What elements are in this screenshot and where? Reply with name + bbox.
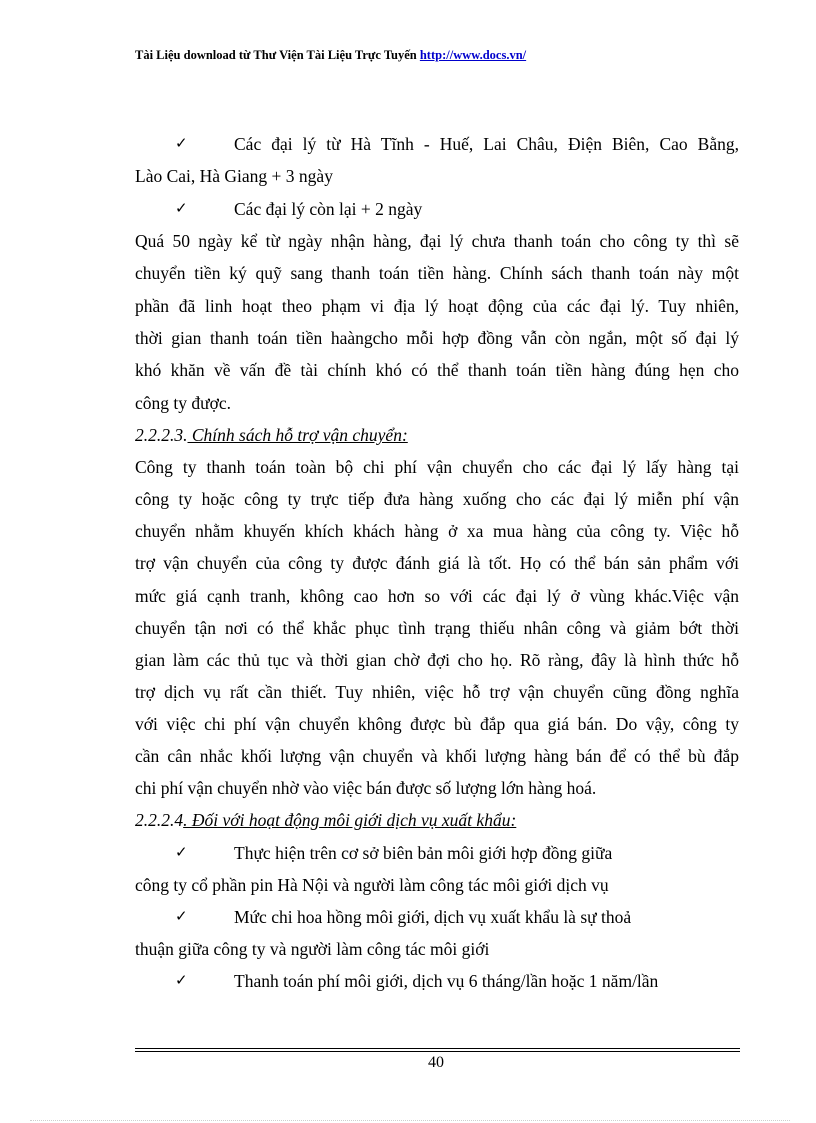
paragraph-line: trợ vận chuyển của công ty được đánh giá là tốt. Họ có thể bán sản phẩm với (135, 553, 739, 573)
section-title: Chính sách hỗ trợ vận chuyển: (187, 425, 408, 445)
paragraph-line: mức giá cạnh tranh, không cao hơn so với các đại lý ở vùng khác.Việc vận (135, 586, 739, 606)
paragraph-line: chuyển nhằm khuyến khích khách hàng ở xa mua hàng của công ty. Việc hỗ (135, 521, 739, 541)
check-mark-icon: ✓ (175, 907, 188, 925)
bullet-text-continued: Lào Cai, Hà Giang + 3 ngày (135, 166, 333, 186)
footer-rule (135, 1048, 740, 1049)
page-edge-divider (30, 1120, 790, 1121)
bullet-text-continued: thuận giữa công ty và người làm công tác môi giới (135, 939, 490, 959)
check-mark-icon: ✓ (175, 843, 188, 861)
paragraph-line: khó khăn về vấn đề tài chính khó có thể thanh toán tiền hàng đúng hẹn cho (135, 360, 739, 380)
section-title: . Đối với hoạt động môi giới dịch vụ xuất khẩu: (183, 810, 517, 830)
footer-rule (135, 1051, 740, 1052)
header-text: Tài Liệu download từ Thư Viện Tài Liệu Trực Tuyến (135, 48, 420, 62)
paragraph-line: chi phí vận chuyển nhờ vào việc bán được số lượng lớn hàng hoá. (135, 778, 597, 798)
section-number: 2.2.2.3. (135, 425, 188, 445)
paragraph-line: với việc chi phí vận chuyển không được bù đắp qua giá bán. Do vậy, công ty (135, 714, 739, 734)
paragraph-line: gian làm các thủ tục và thời gian chờ đợi cho họ. Rõ ràng, đây là hình thức hỗ (135, 650, 739, 670)
section-heading (135, 425, 739, 445)
paragraph-line: công ty hoặc công ty trực tiếp đưa hàng xuống cho các đại lý miễn phí vận (135, 489, 739, 509)
check-mark-icon: ✓ (175, 971, 188, 989)
paragraph-line: Quá 50 ngày kể từ ngày nhận hàng, đại lý chưa thanh toán cho công ty thì sẽ (135, 231, 739, 251)
paragraph-line: thời gian thanh toán tiền haàngcho mỗi hợp đồng vẫn còn ngắn, một số đại lý (135, 328, 739, 348)
bullet-text: Thanh toán phí môi giới, dịch vụ 6 tháng/lần hoặc 1 năm/lần (234, 971, 659, 991)
bullet-text: Thực hiện trên cơ sở biên bản môi giới hợp đồng giữa (234, 843, 613, 863)
bullet-text-continued: công ty cổ phần pin Hà Nội và người làm công tác môi giới dịch vụ (135, 875, 609, 895)
paragraph-line: trợ dịch vụ rất cần thiết. Tuy nhiên, việc hỗ trợ vận chuyển cũng đồng nghĩa (135, 682, 739, 702)
paragraph-line: chuyển tiền ký quỹ sang thanh toán tiền hàng. Chính sách thanh toán này một (135, 263, 739, 283)
paragraph-line: Công ty thanh toán toàn bộ chi phí vận chuyển cho các đại lý lấy hàng tại (135, 457, 739, 477)
section-heading (135, 810, 739, 830)
bullet-text: Các đại lý từ Hà Tĩnh - Huế, Lai Châu, Điện Biên, Cao Bằng, (234, 134, 739, 154)
page-header (135, 48, 526, 63)
paragraph-line: chuyển tận nơi có thể khắc phục tình trạng thiếu nhân công và giảm bớt thời (135, 618, 739, 638)
page-number: 40 (428, 1054, 444, 1071)
check-mark-icon: ✓ (175, 134, 188, 152)
paragraph-line: phần đã linh hoạt theo phạm vi địa lý hoạt động của các đại lý. Tuy nhiên, (135, 296, 739, 316)
paragraph-line: cần cân nhắc khối lượng vận chuyển và khối lượng hàng bán để có thể bù đắp (135, 746, 739, 766)
bullet-text: Các đại lý còn lại + 2 ngày (234, 199, 423, 219)
check-mark-icon: ✓ (175, 199, 188, 217)
section-number: 2.2.2.4 (135, 810, 184, 830)
header-link[interactable]: http://www.docs.vn/ (419, 48, 527, 62)
bullet-text: Mức chi hoa hồng môi giới, dịch vụ xuất khẩu là sự thoả (234, 907, 632, 927)
paragraph-line: công ty được. (135, 393, 232, 413)
